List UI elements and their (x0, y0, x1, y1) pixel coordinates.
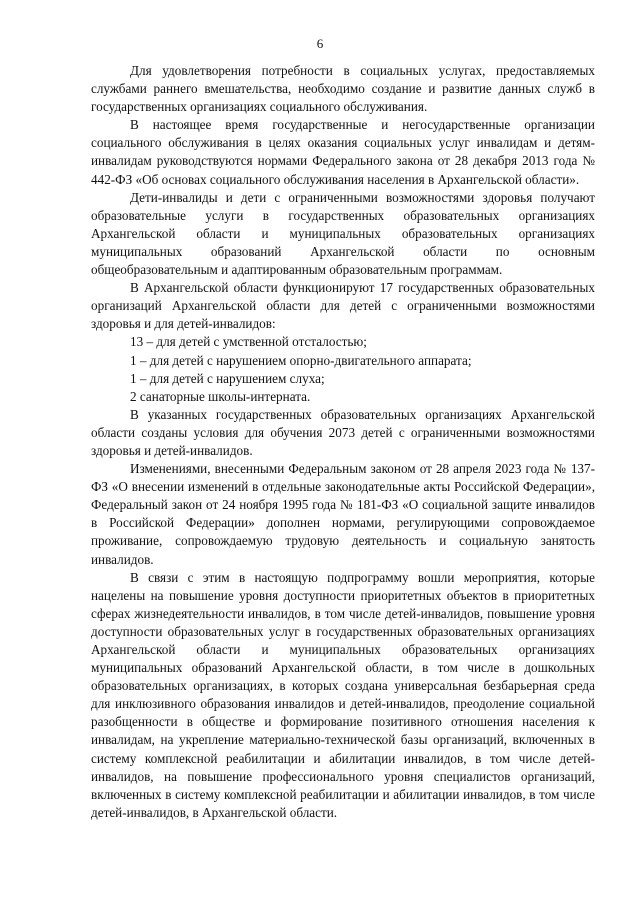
paragraph-education-services: Дети-инвалиды и дети с ограниченными возможностями здоровья получают образовательные услуги в государственных образовательных организациях Архангельской области и муниципальных образовательных организациях муниципальных образований Архангельской области по основным общеобразовательным и адаптированным образовательным программам. (91, 189, 595, 278)
paragraph-subprogram-measures: В связи с этим в настоящую подпрограмму вошли мероприятия, которые нацелены на повышение уровня доступности приоритетных объектов в приоритетных сферах жизнедеятельности инвалидов, в том числе детей-инвалидов, повышение уровня доступности образовательных услуг в государственных образовательных организациях Архангельской области и муниципальных образовательных организациях муниципальных образований Архангельской области, в том числе в дошкольных образовательных организациях, в которых создана универсальная безбарьерная среда для инклюзивного образования инвалидов и детей-инвалидов, преодоление социальной разобщенности в обществе и формирование позитивного отношения населения к инвалидам, на укрепление материально-технической базы организаций, включенных в систему комплексной реабилитации и абилитации инвалидов, в том числе детей-инвалидов, на повышение профессионального уровня специалистов организаций, включенных в систему комплексной реабилитации и абилитации инвалидов, в том числе детей-инвалидов, в Архангельской области. (91, 569, 595, 820)
document-body (91, 62, 595, 822)
paragraph-social-services-law: В настоящее время государственные и негосударственные организации социального обслуживания в целях оказания социальных услуг инвалидам и детям-инвалидам руководствуются нормами Федерального закона от 28 декабря 2013 года № 442-ФЗ «Об основах социального обслуживания населения в Архангельской области». (91, 117, 595, 187)
list-item: 13 – для детей с умственной отсталостью; (130, 334, 367, 350)
paragraph-state-organizations: В Архангельской области функционируют 17 государственных образовательных организаций Архангельской области для детей с ограниченными возможностями здоровья и для детей-инвалидов: (91, 280, 595, 332)
paragraph-learning-conditions: В указанных государственных образовательных организациях Архангельской области созданы условия для обучения 2073 детей с ограниченными возможностями здоровья и детей-инвалидов. (91, 406, 595, 458)
paragraph-federal-law-amendments: Изменениями, внесенными Федеральным законом от 28 апреля 2023 года № 137-ФЗ «О внесении изменений в отдельные законодательные акты Российской Федерации», Федеральный закон от 24 ноября 1995 года № 181-ФЗ «О социальной защите инвалидов в Российской Федерации» дополнен нормами, регулирующими сопровождаемое проживание, сопровождаемую трудовую деятельность и социальную занятость инвалидов. (91, 461, 595, 567)
paragraph-early-intervention: Для удовлетворения потребности в социальных услугах, предоставляемых службами раннего вмешательства, необходимо создание и развитие данных служб в государственных организациях социального обслуживания. (91, 63, 595, 115)
list-item: 1 – для детей с нарушением слуха; (130, 370, 325, 386)
list-item: 1 – для детей с нарушением опорно-двигательного аппарата; (130, 352, 472, 368)
page-number: 6 (316, 36, 324, 51)
list-item: 2 санаторные школы-интерната. (130, 388, 311, 404)
